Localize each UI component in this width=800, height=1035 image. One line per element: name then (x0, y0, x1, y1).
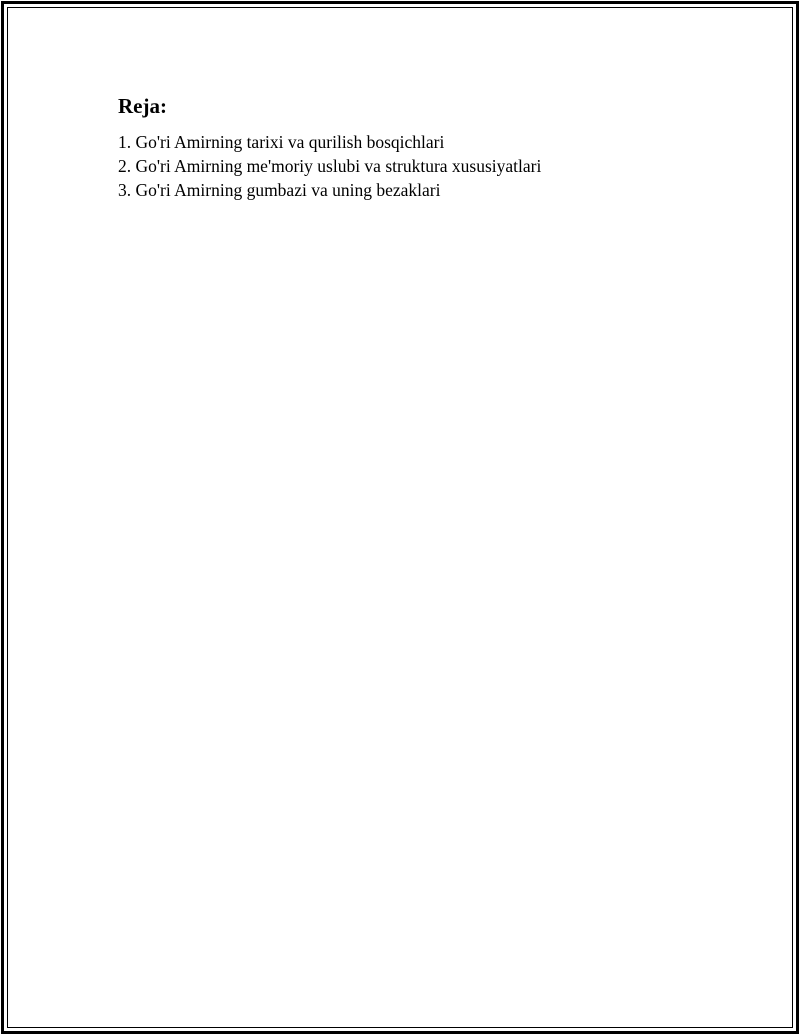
plan-item-3: 3. Go'ri Amirning gumbazi va uning bezaklari (118, 180, 441, 200)
plan-list (118, 130, 758, 202)
plan-heading: Reja: (118, 94, 167, 118)
plan-item-1: 1. Go'ri Amirning tarixi va qurilish bosqichlari (118, 132, 445, 152)
page-content (118, 92, 758, 202)
plan-item-2: 2. Go'ri Amirning me'moriy uslubi va struktura xususiyatlari (118, 156, 542, 176)
